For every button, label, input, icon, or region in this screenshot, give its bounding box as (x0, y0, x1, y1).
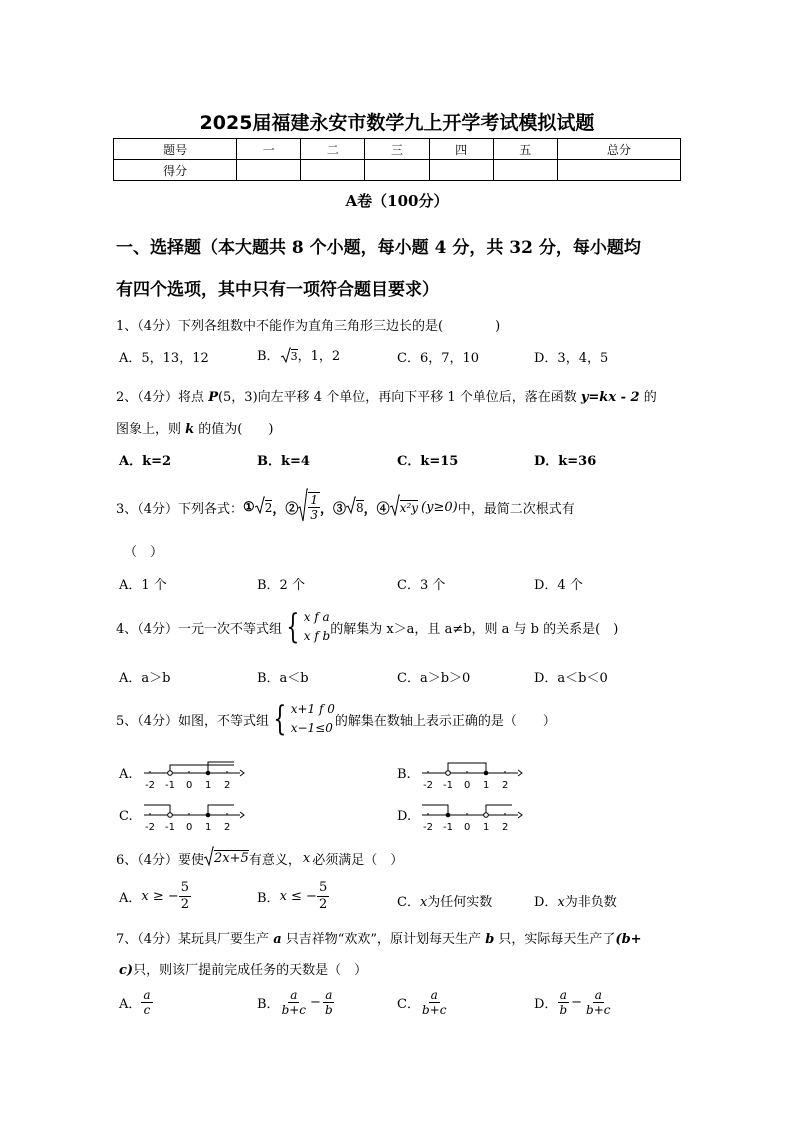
fraction-denominator: b+c (281, 1003, 307, 1017)
q6-radicand: 2x+5 (214, 851, 249, 866)
inequality-row: x f a (303, 610, 330, 624)
fraction-denominator: 3 (310, 508, 318, 522)
option-fraction (420, 988, 448, 1017)
q5-number-line-b (418, 759, 528, 791)
q2-option-b: B．k=4 (257, 454, 310, 469)
q3-text: 3、（4分）下列各式： (116, 501, 244, 517)
fraction-numerator: 5 (318, 880, 328, 895)
q6-text: 必须满足（ ） (312, 852, 404, 868)
q2-option-c: C．k=15 (397, 454, 459, 469)
q7-expr: c) (119, 963, 134, 978)
q3-stem (116, 488, 575, 526)
option-relation: x ≤ − (279, 889, 317, 904)
score-table-score-row (114, 160, 681, 181)
q7-stem-line2 (119, 959, 367, 978)
q4-option-c: C．a＞b＞0 (397, 671, 471, 686)
fraction-numerator: 5 (180, 880, 190, 895)
q6-var-x: x (419, 895, 428, 910)
q6-text: 6、（4分）要使 (116, 852, 205, 868)
q2-text: 图象上，则 (116, 422, 186, 437)
q3-radicand-3: 8 (356, 500, 364, 515)
q2-text: (5，3)向左平移 4 个单位，再向下平移 1 个单位后，落在函数 (217, 390, 581, 405)
q4-inequality-system (304, 608, 331, 646)
q7-option-d (534, 988, 613, 1017)
score-cell (493, 160, 557, 181)
sqrt-symbol (204, 846, 214, 870)
q3-option-d: D．4 个 (534, 578, 583, 593)
minus-sign: − (310, 995, 321, 1010)
q3-text: 中，最简二次根式有 (457, 501, 575, 517)
q3-option-a: A．1 个 (119, 578, 167, 593)
q7-stem-line1 (116, 928, 642, 947)
q1-option-b (257, 345, 340, 367)
q1-option-b-label: B． (257, 349, 280, 364)
q2-text: 的 (639, 390, 657, 405)
score-cell (429, 160, 493, 181)
option-fraction (280, 988, 308, 1017)
q4-option-d: D．a＜b＜0 (534, 671, 608, 686)
q6-option-a (119, 880, 191, 913)
fraction-numerator: a (325, 988, 333, 1002)
q3-option-b: B．2 个 (257, 578, 305, 593)
q2-stem-line1 (116, 386, 657, 405)
q3-answer-paren: （ ） (124, 545, 164, 560)
option-fraction (584, 988, 612, 1017)
q6-option-d (534, 891, 617, 910)
inequality-row: x+1 f 0 (290, 702, 335, 716)
tick-label: 1 (483, 822, 490, 833)
option-label: A． (119, 997, 142, 1012)
q6-option-b (257, 880, 329, 913)
q3-marker: ，② (272, 501, 299, 517)
fraction-denominator: b+c (421, 1003, 447, 1017)
option-relation: x ≥ − (141, 889, 179, 904)
q1-option-c: C．6，7，10 (397, 351, 480, 366)
score-cell: 得分 (114, 160, 237, 181)
fraction-denominator: 2 (318, 897, 328, 912)
q3-marker: ，④ (363, 501, 390, 517)
q7-text: 只，则该厂提前完成任务的天数是（ ） (133, 963, 368, 978)
q3-marker: ，③ (320, 501, 347, 517)
q7-expr: (b+ (615, 932, 642, 947)
option-fraction (557, 988, 569, 1017)
q3-option-c: C．3 个 (397, 578, 446, 593)
q2-text: 的值为( ) (194, 422, 274, 437)
fraction-numerator: a (430, 988, 438, 1002)
q4-option-a: A．a＞b (119, 671, 171, 686)
option-text: 为非负数 (564, 895, 617, 910)
sqrt-symbol (346, 496, 356, 518)
q5-option-b: B. (397, 767, 411, 782)
score-cell: 三 (365, 139, 429, 160)
tick-label: 0 (186, 822, 193, 833)
option-fraction (179, 880, 191, 913)
q1-option-a: A．5，13，12 (119, 351, 209, 366)
option-text: 为任何实数 (427, 895, 493, 910)
score-cell (557, 160, 680, 181)
q2-stem-line2 (116, 418, 273, 437)
option-fraction (323, 988, 335, 1017)
q1-stem: 1、（4分）下列各组数中不能作为直角三角形三边长的是( ) (116, 319, 501, 334)
fraction-numerator: a (594, 988, 602, 1002)
tick-label: 0 (464, 822, 471, 833)
tick-label: 2 (224, 780, 231, 791)
fraction-denominator: b (324, 1003, 333, 1017)
q7-var-a: a (273, 932, 282, 947)
score-cell: 五 (493, 139, 557, 160)
q5-option-a: A. (119, 767, 133, 782)
q6-option-c (397, 891, 492, 910)
q2-function: y=kx - 2 (580, 390, 640, 405)
tick-label: 2 (224, 822, 231, 833)
q2-option-d: D．k=36 (534, 454, 597, 469)
score-cell: 四 (429, 139, 493, 160)
tick-label: 1 (205, 822, 212, 833)
q5-text: 的解集在数轴上表示正确的是（ ） (334, 713, 556, 729)
fraction-denominator: b (559, 1003, 568, 1017)
minus-sign: − (571, 995, 583, 1010)
tick-label: -2 (423, 780, 433, 791)
q4-stem (116, 608, 618, 646)
score-cell: 题号 (114, 139, 237, 160)
q7-text: 只，实际每天生产了 (494, 932, 616, 947)
sqrt-symbol (298, 488, 308, 526)
q3-condition: (y≥0) (421, 499, 458, 515)
tick-label: -1 (165, 780, 175, 791)
q4-text: 4、（4分）一元一次不等式组 (116, 621, 283, 637)
tick-label: -2 (423, 822, 433, 833)
q6-text: 有意义， (248, 852, 301, 868)
option-fraction (141, 988, 152, 1017)
exam-title: 2025届福建永安市数学九上开学考试模拟试题 (199, 112, 595, 134)
option-label: D． (534, 997, 558, 1012)
q3-fraction (308, 492, 320, 522)
section-a-heading: A卷（100分） (345, 192, 449, 210)
score-cell (237, 160, 301, 181)
q6-stem (116, 846, 403, 870)
option-label: A． (119, 891, 142, 906)
q7-text: 只吉祥物“欢欢”，原计划每天生产 (281, 932, 486, 947)
q7-option-b (257, 988, 335, 1017)
brace-symbol: { (286, 607, 300, 647)
fraction-numerator: a (290, 988, 298, 1002)
option-label: D． (534, 895, 558, 910)
q6-var-x: x (302, 850, 311, 866)
tick-label: 2 (502, 822, 509, 833)
score-table (113, 138, 681, 181)
q5-number-line-d (418, 801, 528, 833)
q1-option-b-rest: ，1，2 (297, 349, 341, 364)
sqrt-symbol (390, 494, 400, 520)
q3-radicand-4: x²y (399, 500, 419, 515)
score-cell: 二 (301, 139, 365, 160)
q7-var-b: b (485, 932, 495, 947)
q2-text: 2、（4分）将点 (116, 390, 209, 405)
part1-heading-line1: 一、选择题（本大题共 8 个小题，每小题 4 分，共 32 分，每小题均 (116, 238, 641, 258)
q3-radicand-1: 2 (264, 501, 273, 515)
score-cell: 总分 (557, 139, 680, 160)
q7-option-a (119, 988, 153, 1017)
fraction-denominator: b+c (586, 1003, 611, 1017)
q1-option-d: D．3，4，5 (534, 351, 609, 366)
brace-symbol: { (273, 699, 287, 739)
q7-text: 7、（4分）某玩具厂要生产 (116, 932, 274, 947)
q5-option-c: C. (119, 809, 133, 824)
q5-stem (116, 700, 556, 738)
score-cell (365, 160, 429, 181)
sqrt-symbol (255, 496, 265, 518)
fraction-denominator: 2 (180, 897, 190, 912)
option-fraction (317, 880, 329, 913)
tick-label: 0 (186, 780, 193, 791)
fraction-numerator: 1 (310, 493, 318, 507)
inequality-row: x f b (303, 629, 331, 643)
q5-text: 5、（4分）如图，不等式组 (116, 713, 270, 729)
q4-text: 的解集为 x＞a，且 a≠b，则 a 与 b 的关系是( ) (330, 621, 619, 637)
tick-label: 2 (502, 780, 509, 791)
q5-number-line-a (140, 759, 250, 791)
q5-option-d: D. (397, 809, 412, 824)
option-label: C． (397, 895, 420, 910)
tick-label: -1 (443, 780, 453, 791)
tick-label: 1 (205, 780, 212, 791)
q5-number-line-c (140, 801, 250, 833)
q4-option-b: B．a＜b (257, 671, 309, 686)
tick-label: 1 (483, 780, 490, 791)
option-label: B． (257, 997, 280, 1012)
q6-var-x: x (557, 895, 565, 910)
score-cell: 一 (237, 139, 301, 160)
score-cell (301, 160, 365, 181)
part1-heading-line2: 有四个选项，其中只有一项符合题目要求） (116, 280, 439, 300)
option-label: C． (397, 997, 420, 1012)
tick-label: -2 (145, 780, 155, 791)
sqrt-symbol (280, 347, 291, 367)
q2-k-var: k (185, 422, 195, 437)
fraction-numerator: a (559, 988, 567, 1002)
q7-option-c (397, 988, 448, 1017)
fraction-numerator: a (143, 988, 151, 1002)
fraction-denominator: c (143, 1003, 151, 1017)
q1-option-b-radicand: 3 (290, 350, 298, 363)
inequality-row: x−1≤0 (290, 721, 333, 735)
tick-label: -2 (145, 822, 155, 833)
q3-marker: ① (243, 499, 255, 515)
q2-point-name: P (208, 390, 218, 405)
tick-label: -1 (443, 822, 453, 833)
q2-option-a: A．k=2 (119, 454, 172, 469)
q5-inequality-system (291, 700, 335, 738)
score-table-header-row (114, 139, 681, 160)
tick-label: 0 (464, 780, 471, 791)
option-label: B． (257, 891, 280, 906)
tick-label: -1 (165, 822, 175, 833)
